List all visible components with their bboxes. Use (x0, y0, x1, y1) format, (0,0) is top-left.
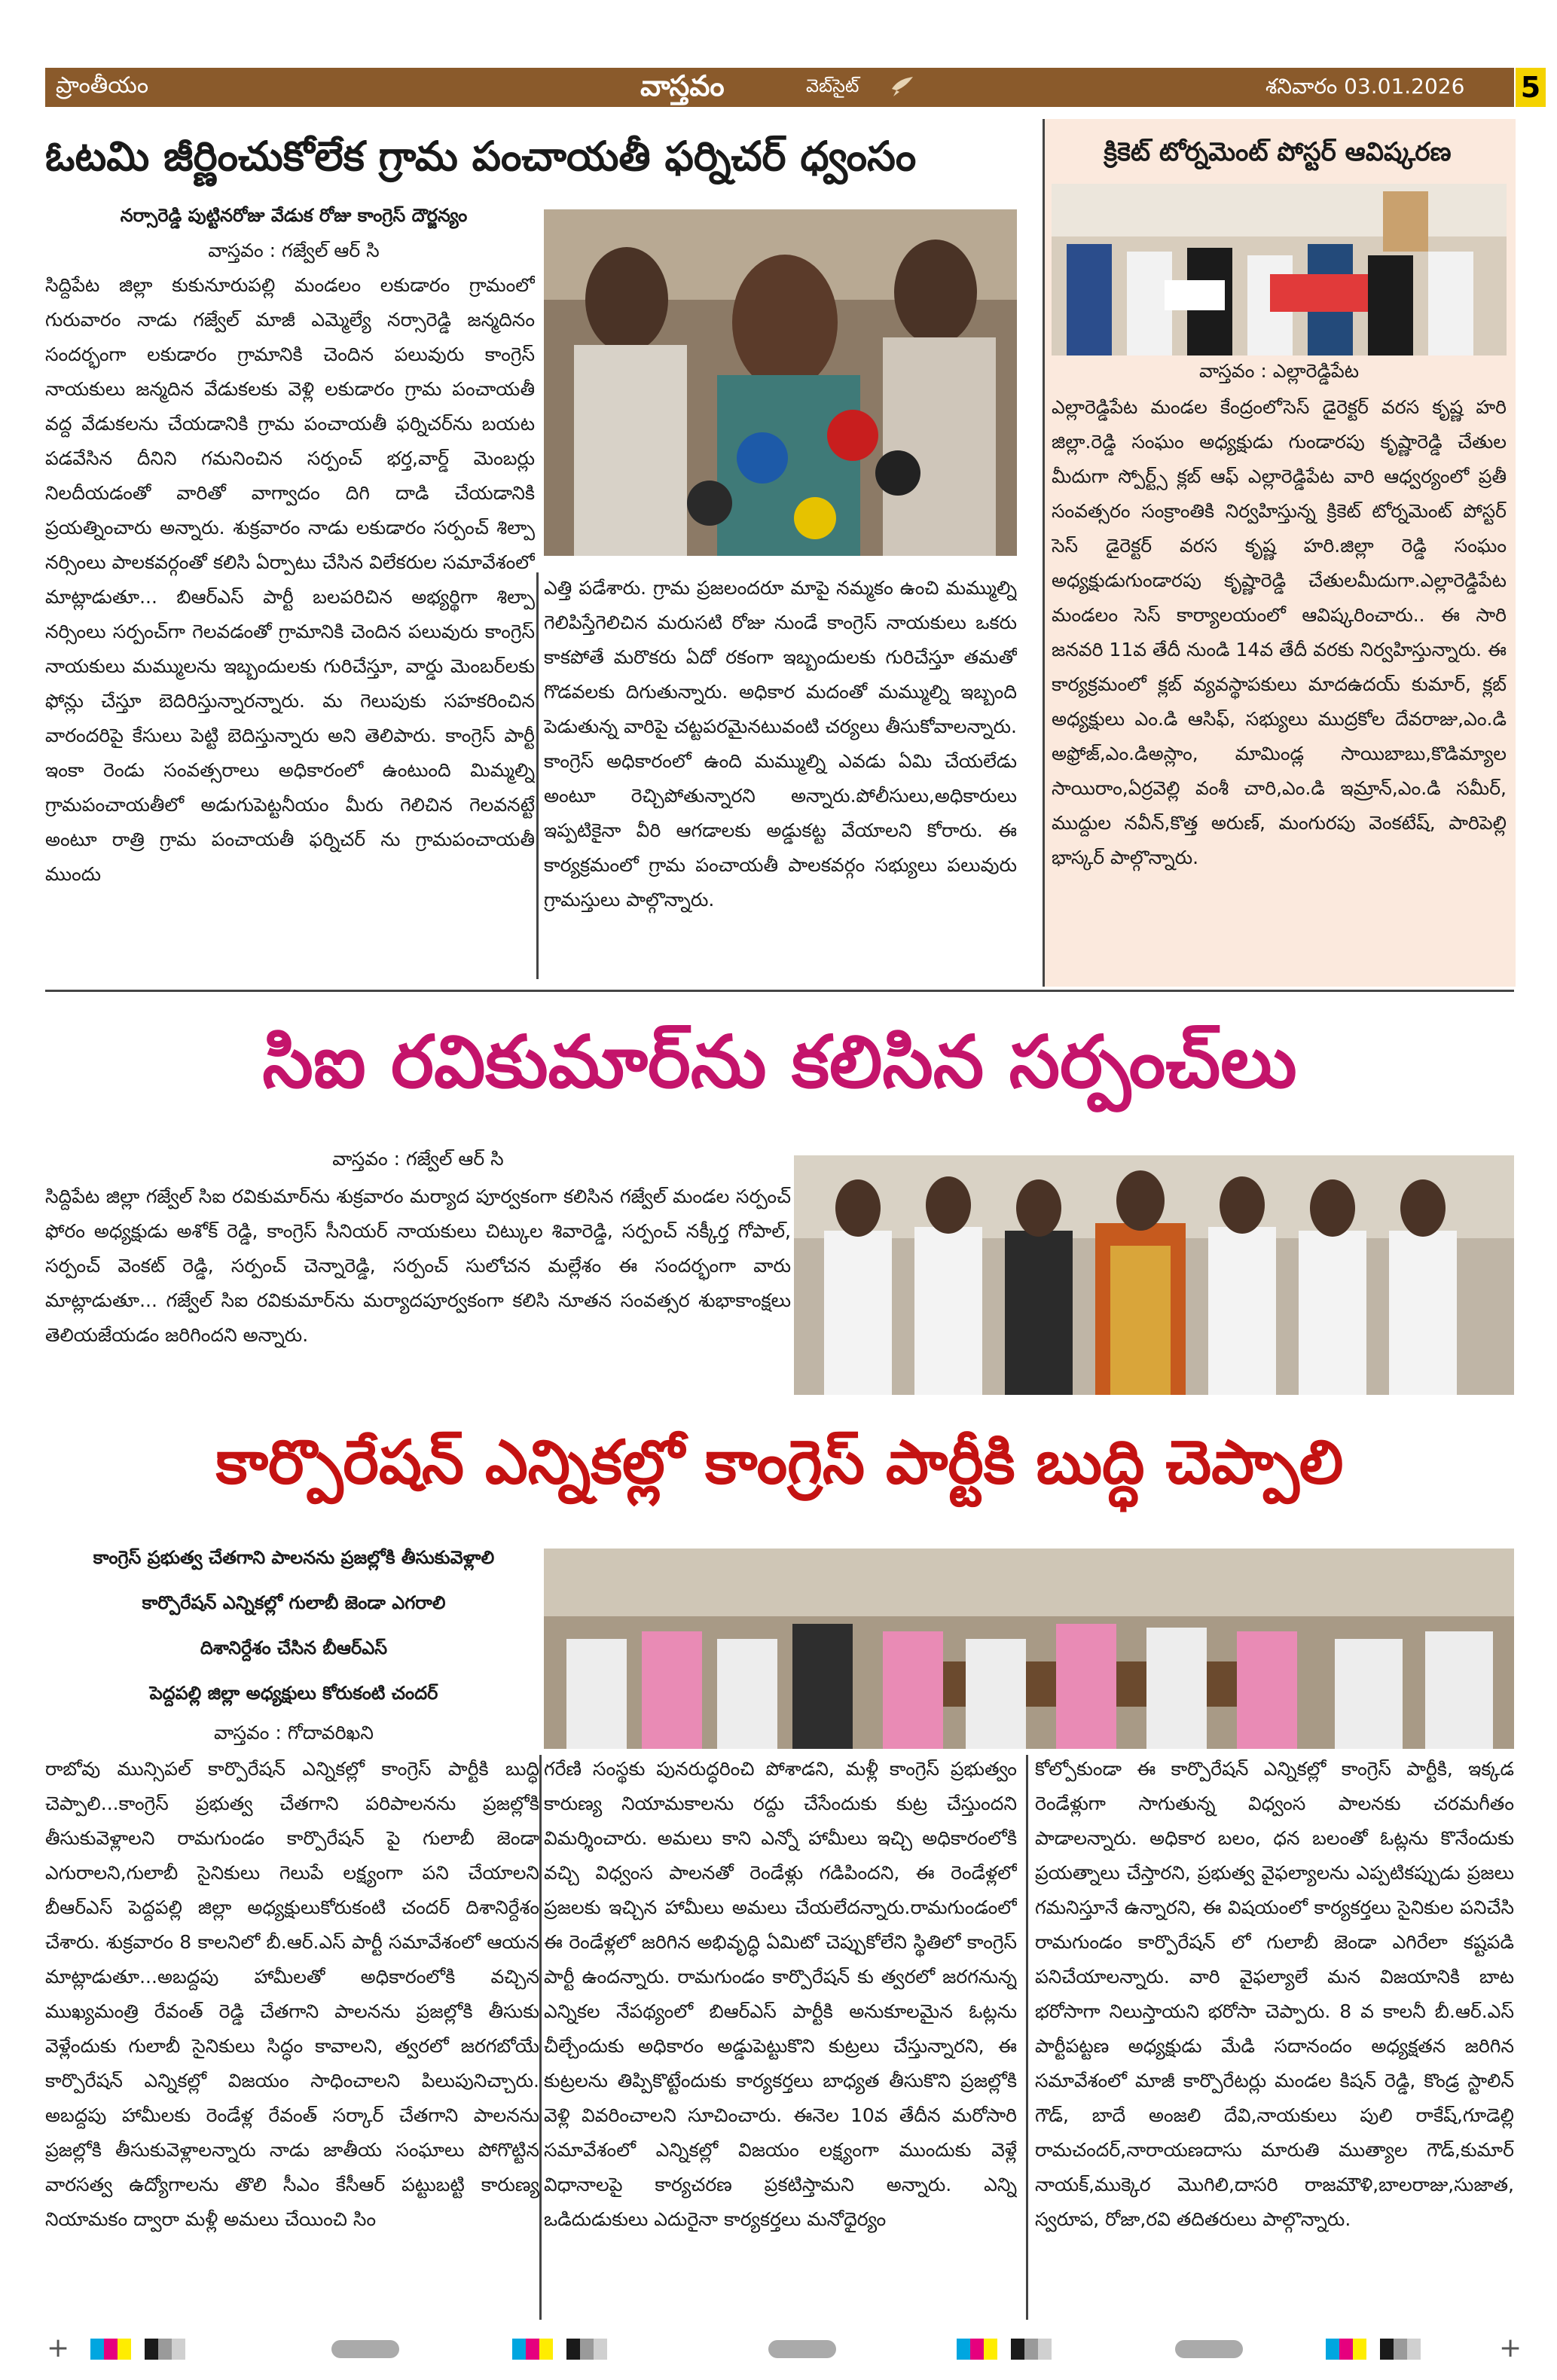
article1-col2: ఎత్తి పడేశారు. గ్రామ ప్రజలందరూ మాపై నమ్మకం ఉంచి మమ్ముల్ని గెలిపిస్తేగెలిచిన మరుసటి రోజు నుండే కాంగ్రెస్ నాయకులు ఒకరు కాకపోతే మరొకరు ఏదో రకంగా ఇబ్బందులకు గురిచేస్తూ తమతో గొడవలకు దిగుతున్నారు. అధికార మదంతో మమ్ముల్ని ఇబ్బంది పెడుతున్న వారిపై చట్టపరమైనటువంటి చర్యలు తీసుకోవాలన్నారు. కాంగ్రెస్ అధికారంలో ఉంది మమ్ముల్ని ఎవడు ఏమి చేయలేడు అంటూ రెచ్చిపోతున్నారని అన్నారు.పోలీసులు,అధికారులు ఇప్పటికైనా వీరి ఆగడాలకు అడ్డుకట్ట వేయాలని కోరారు. ఈ కార్యక్రమంలో గ్రామ పంచాయతీ పాలకవర్గం సభ్యులు పలువురు గ్రామస్తులు పాల్గొన్నారు. (544, 577, 1017, 911)
crosshair-icon: + (1499, 2333, 1522, 2363)
masthead (45, 68, 1541, 107)
article1-photo (544, 209, 1017, 556)
column-divider (539, 1755, 542, 2320)
article4-subhead-2: కార్పొరేషన్ ఎన్నికల్లో గులాబీ జెండా ఎగరాలి (142, 1592, 446, 1613)
column-divider (536, 572, 539, 979)
article2-byline: వాస్తవం : ఎల్లారెడ్డిపేట (1198, 360, 1360, 382)
article4-photo (544, 1549, 1514, 1749)
article2-photo (1052, 184, 1507, 355)
page-number: 5 (1516, 68, 1546, 107)
article4-col3: కోల్పోకుండా ఈ కార్పొరేషన్ ఎన్నికల్లో కాంగ్రెస్ పార్టీకి, ఇక్కడ రెండేళ్లుగా సాగుతున్న విధ్వంస పాలనకు చరమగీతం పాడాలన్నారు. అధికార బలం, ధన బలంతో ఓట్లను కొనేందుకు ప్రయత్నాలు చేస్తారని, ప్రభుత్వ వైఫల్యాలను ఎప్పటికప్పుడు ప్రజలు గమనిస్తూనే ఉన్నారని, ఈ విషయంలో కార్యకర్తలు సైనికుల పనిచేసి రామగుండం కార్పొరేషన్ లో గులాబీ జెండా ఎగిరేలా కష్టపడి పనిచేయాలన్నారు. వారి వైఫల్యాలే మన విజయానికి బాట భరోసాగా నిలుస్తాయని భరోసా చెప్పారు. 8 వ కాలనీ బీ.ఆర్.ఎస్ పార్టీపట్టణ అధ్యక్షుడు మేడి సదానందం అధ్యక్షతన జరిగిన సమావేశంలో మాజీ కార్పొరేటర్లు మండల కిషన్ రెడ్డి, కొండ్ర స్టాలిన్ గౌడ్, బాదే అంజలి దేవి,నాయకులు పులి రాకేష్,గూడెల్లి రామచందర్,నారాయణదాసు మారుతి ముత్యాల గౌడ్,కుమార్ నాయక్,ముక్కెర మొగిలి,దాసరి రాజమౌళి,బాలరాజు,సుజాత, స్వరూప, రోజా,రవి తదితరులు పాల్గొన్నారు. (1035, 1758, 1514, 2230)
article2-body: ఎల్లారెడ్డిపేట మండల కేంద్రంలోసెస్ డైరెక్టర్ వరస కృష్ణ హరి జిల్లా.రెడ్డి సంఘం అధ్యక్షుడు గుండారపు కృష్ణారెడ్డి చేతుల మీదుగా స్పోర్ట్స్ క్లబ్ ఆఫ్ ఎల్లారెడ్డిపేట వారి ఆధ్వర్యంలో ప్రతీ సంవత్సరం సంక్రాంతికి నిర్వహిస్తున్న క్రికెట్ టోర్నమెంట్ పోస్టర్ సెస్ డైరెక్టర్ వరస కృష్ణ హరి.జిల్లా రెడ్డి సంఘం అధ్యక్షుడుగుండారపు కృష్ణారెడ్డి చేతులమీదుగా.ఎల్లారెడ్డిపేట మండలం సెస్ కార్యాలయంలో ఆవిష్కరించారు.. ఈ సారి జనవరి 11వ తేదీ నుండి 14వ తేదీ వరకు నిర్వహిస్తున్నారు. ఈ కార్యక్రమంలో క్లబ్ వ్యవస్థాపకులు మాదఉదయ్ కుమార్, క్లబ్ అధ్యక్షులు ఎం.డి ఆసిఫ్, సభ్యులు ముద్రకోల దేవరాజు,ఎం.డి అఫ్రోజ్,ఎం.డిఅస్లాం, మామిండ్ల సాయిబాబు,కొడిమ్యాల సాయిరాం,ఏర్రవెల్లి వంశీ చారి,ఎం.డి ఇమ్రాన్,ఎం.డి సమీర్, ముద్దుల నవీన్,కొత్త అరుణ్, మంగురపు వెంకటేష్, పారిపెల్లి భాస్కర్ పాల్గొన్నారు. (1052, 396, 1507, 868)
article4-subhead-4: పెద్దపల్లి జిల్లా అధ్యక్షులు కోరుకంటి చందర్ (149, 1683, 438, 1704)
article4-subhead-3: దిశానిర్దేశం చేసిన బీఆర్ఎస్ (200, 1637, 388, 1658)
article3-headline: సిఐ రవికుమార్‌ను కలిసిన సర్పంచ్‌లు (262, 1020, 1297, 1104)
article4-col2: గరేణి సంస్థకు పునరుద్ధరించి పోశాడని, మళ్లీ కాంగ్రెస్ ప్రభుత్వం కారుణ్య నియామకాలను రద్దు చేసేందుకు కుట్ర చేస్తుందని విమర్శించారు. అమలు కాని ఎన్నో హామీలు ఇచ్చి అధికారంలోకి వచ్చి విధ్వంస పాలనతో రెండేళ్లు గడిపిందని, ఈ రెండేళ్లలో ప్రజలకు ఇచ్చిన హామీలు అమలు చేయలేదన్నారు.రామగుండంలో ఈ రెండేళ్లలో జరిగిన అభివృద్ధి ఏమిటో చెప్పుకోలేని స్థితిలో కాంగ్రెస్ పార్టీ ఉందన్నారు. రామగుండం కార్పొరేషన్ కు త్వరలో జరగనున్న ఎన్నికల నేపథ్యంలో బిఆర్ఎస్ పార్టీకి అనుకూలమైన ఓట్లను చీల్చేందుకు అధికారం అడ్డుపెట్టుకొని కుట్రలు చేస్తున్నారని, ఈ కుట్రలను తిప్పికొట్టేందుకు కార్యకర్తలు బాధ్యత తీసుకొని ప్రజల్లోకి వెళ్లి వివరించాలని సూచించారు. ఈనెల 10వ తేదీన మరోసారి సమావేశంలో ఎన్నికల్లో విజయం లక్ష్యంగా ముందుకు వెళ్లే విధానాలపై కార్యచరణ ప్రకటిస్తామని అన్నారు. ఎన్ని ఒడిదుడుకులు ఎదురైనా కార్యకర్తలు మనోధైర్యం (544, 1758, 1017, 2230)
color-registration-bar (512, 2339, 607, 2360)
registration-pill (331, 2340, 399, 2358)
registration-pill (768, 2340, 836, 2358)
paper-website: వెబ్‌సైట్ (806, 75, 859, 96)
article1-subhead: నర్సారెడ్డి పుట్టినరోజు వేడుక రోజు కాంగ్రెస్ దౌర్జన్యం (120, 205, 468, 226)
article3-body: సిద్దిపేట జిల్లా గజ్వేల్ సిఐ రవికుమార్‌ను శుక్రవారం మర్యాద పూర్వకంగా కలిసిన గజ్వేల్ మండల సర్పంచ్ ఫోరం అధ్యక్షుడు అశోక్ రెడ్డి, కాంగ్రెస్ సీనియర్ నాయకులు చిట్కుల శివారెడ్డి, సర్పంచ్ నక్కీర్త గోపాల్, సర్పంచ్ వెంకట్ రెడ్డి, సర్పంచ్ చెన్నారెడ్డి, సర్పంచ్ సులోచన మల్లేశం ఈ సందర్భంగా వారు మాట్లాడుతూ... గజ్వేల్ సిఐ రవికుమార్‌ను మర్యాదపూర్వకంగా కలిసి నూతన సంవత్సర శుభాకాంక్షలు తెలియజేయడం జరిగిందని అన్నారు. (45, 1185, 791, 1346)
section-label: ప్రాంతీయం (56, 72, 149, 99)
article4-headline: కార్పొరేషన్ ఎన్నికల్లో కాంగ్రెస్ పార్టీకి బుద్ధి చెప్పాలి (215, 1427, 1344, 1497)
article4-col1: రాబోవు మున్సిపల్ కార్పొరేషన్ ఎన్నికల్లో కాంగ్రెస్ పార్టీకి బుద్ధి చెప్పాలి...కాంగ్రెస్ ప్రభుత్వ చేతగాని పరిపాలనను ప్రజల్లోకి తీసుకువెళ్లాలని రామగుండం కార్పొరేషన్ పై గులాబీ జెండా ఎగురాలని,గులాబీ సైనికులు గెలుపే లక్ష్యంగా పని చేయాలని బీఆర్ఎస్ పెద్దపల్లి జిల్లా అధ్యక్షులుకోరుకంటి చందర్ దిశానిర్దేశం చేశారు. శుక్రవారం 8 కాలనిలో బీ.ఆర్.ఎస్ పార్టీ సమావేశంలో ఆయన మాట్లాడుతూ...అబద్దపు హామీలతో అధికారంలోకి వచ్చిన ముఖ్యమంత్రి రేవంత్ రెడ్డి చేతగాని పాలనను ప్రజల్లోకి తీసుకు వెళ్లేందుకు గులాబీ సైనికులు సిద్ధం కావాలని, త్వరలో జరగబోయే కార్పొరేషన్ ఎన్నికల్లో విజయం సాధించాలని పిలుపునిచ్చారు. అబద్దపు హామీలకు రెండేళ్ల రేవంత్ సర్కార్ చేతగాని పాలనను ప్రజల్లోకి తీసుకువెళ్లాలన్నారు నాడు జాతీయ సంఘాలు పోగొట్టిన వారసత్వ ఉద్యోగాలను తొలి సీఎం కేసీఆర్ పట్టుబట్టి కారుణ్య నియామకం ద్వారా మళ్లీ అమలు చేయించి సిం (45, 1758, 539, 2230)
color-registration-bar (1326, 2339, 1421, 2360)
issue-date: శనివారం 03.01.2026 (1265, 74, 1465, 99)
article3-byline: వాస్తవం : గజ్వేల్ ఆర్ సి (332, 1148, 504, 1170)
registration-pill (1175, 2340, 1243, 2358)
section-divider (45, 990, 1514, 992)
color-registration-bar (957, 2339, 1052, 2360)
crosshair-icon: + (47, 2333, 70, 2363)
article1-byline: వాస్తవం : గజ్వేల్ ఆర్ సి (208, 240, 380, 261)
article1-col1: సిద్దిపేట జిల్లా కుకునూరుపల్లి మండలం లకుడారం గ్రామంలో గురువారం నాడు గజ్వేల్ మాజీ ఎమ్మెల్యే నర్సారెడ్డి జన్మదినం సందర్భంగా లకుడారం గ్రామానికి చెందిన పలువురు కాంగ్రెస్ నాయకులు జన్మదిన వేడుకలకు వెళ్లి లకుడారం గ్రామ పంచాయతీ వద్ద వేడుకలను చేయడానికి గ్రామ పంచాయతీ ఫర్నిచర్‌ను బయట పడవేసిన దీనిని గమనించిన సర్పంచ్ భర్త,వార్డ్ మెంబర్లు నిలదీయడంతో వారితో వాగ్వాదం దిగి దాడి చేయడానికి ప్రయత్నించారు అన్నారు. శుక్రవారం నాడు లకుడారం సర్పంచ్ శిల్పా నర్సింలు పాలకవర్గంతో కలిసి ఏర్పాటు చేసిన విలేకరుల సమావేశంలో మాట్లాడుతూ... బిఆర్ఎస్ పార్టీ బలపరిచిన అభ్యర్థిగా శిల్పా నర్సింలు సర్పంచ్‌గా గెలవడంతో గ్రామానికి చెందిన పలువురు కాంగ్రెస్ నాయకులు మమ్ములను ఇబ్బందులకు గురిచేస్తూ, వార్డు మెంబర్‌లకు ఫోన్లు చేస్తూ బెదిరిస్తున్నారన్నారు. మ గెలుపుకు సహకరించిన వారందరిపై కేసులు పెట్టి బెదిస్తున్నారు అని తెలిపారు. కాంగ్రెస్ పార్టీ ఇంకా రెండు సంవత్సరాలు అధికారంలో ఉంటుంది మిమ్మల్ని గ్రామపంచాయతీలో అడుగుపెట్టనీయం మీరు గెలిచిన గెలవనట్టే అంటూ రాత్రి గ్రామ పంచాయతీ ఫర్నిచర్ ను గ్రామపంచాయతీ ముందు (45, 274, 535, 885)
article1-headline: ఓటమి జీర్ణించుకోలేక గ్రామ పంచాయతీ ఫర్నిచర్ ధ్వంసం (45, 133, 917, 180)
article2-headline: క్రికెట్ టోర్నమెంట్ పోస్టర్ ఆవిష్కరణ (1104, 137, 1452, 167)
article4-byline: వాస్తవం : గోదావరిఖని (214, 1722, 374, 1744)
article4-subhead-1: కాంగ్రెస్ ప్రభుత్వ చేతగాని పాలనను ప్రజల్లోకి తీసుకువెళ్లాలి (93, 1547, 495, 1568)
article3-photo (794, 1155, 1514, 1395)
bird-icon (889, 72, 916, 99)
column-divider (1026, 1755, 1028, 2320)
paper-title: వాస్తవం (640, 69, 725, 102)
color-registration-bar (90, 2339, 185, 2360)
